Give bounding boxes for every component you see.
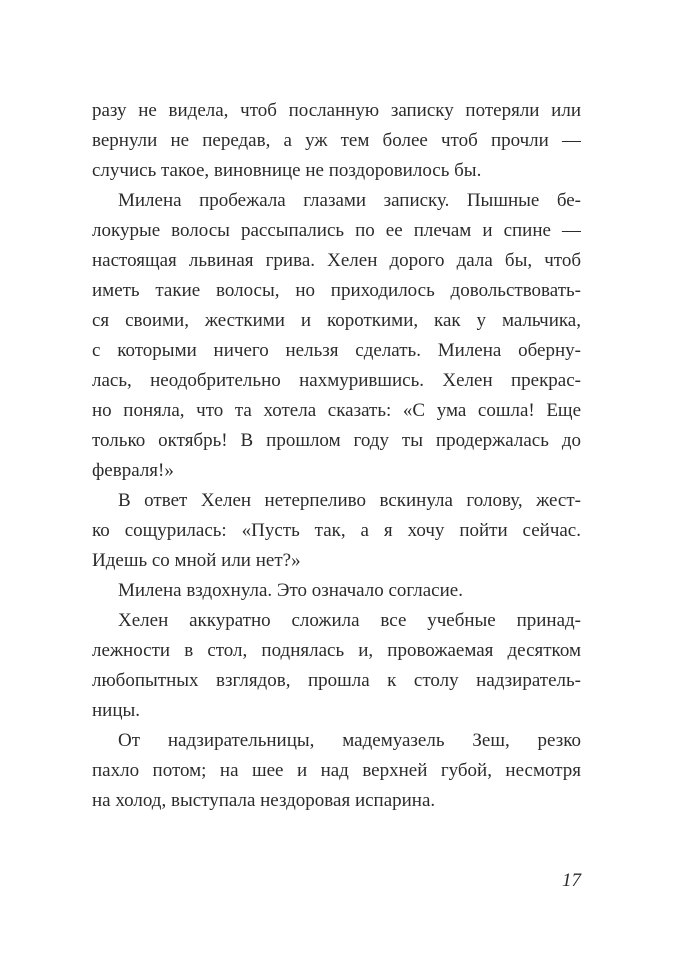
paragraph <box>92 486 581 576</box>
text-line: Милена пробежала глазами записку. Пышные бе- <box>118 190 581 211</box>
text-line: ницы. <box>92 700 141 721</box>
text-line: В ответ Хелен нетерпеливо вскинула голову, жест- <box>118 490 581 511</box>
text-line: Идешь со мной или нет?» <box>92 550 301 571</box>
text-line: лась, неодобрительно нахмурившись. Хелен прекрас- <box>92 370 581 391</box>
text-line: ко сощурилась: «Пусть так, а я хочу пойти сейчас. <box>92 520 581 541</box>
text-line: От надзирательницы, мадемуазель Зеш, резко <box>118 730 581 751</box>
text-line: на холод, выступала нездоровая испарина. <box>92 790 436 811</box>
text-line: локурые волосы рассыпались по ее плечам и спине — <box>92 220 581 241</box>
text-line: ся своими, жесткими и короткими, как у мальчика, <box>92 310 581 331</box>
paragraph <box>92 726 581 816</box>
text-line: с которыми ничего нельзя сделать. Милена оберну- <box>92 340 581 361</box>
text-line: любопытных взглядов, прошла к столу надзиратель- <box>92 670 581 691</box>
text-line: случись такое, виновнице не поздоровилось бы. <box>92 160 482 181</box>
text-line: вернули не передав, а уж тем более чтоб прочли — <box>92 130 581 151</box>
page-number: 17 <box>562 870 581 891</box>
paragraph <box>92 606 581 726</box>
page-text <box>92 96 581 816</box>
text-line: февраля!» <box>92 460 174 481</box>
paragraph <box>92 186 581 486</box>
text-line: только октябрь! В прошлом году ты продержалась до <box>92 430 581 451</box>
text-line: иметь такие волосы, но приходилось довольствовать- <box>92 280 581 301</box>
text-line: пахло потом; на шее и над верхней губой, несмотря <box>92 760 581 781</box>
text-line: Хелен аккуратно сложила все учебные принад- <box>118 610 581 631</box>
paragraph <box>92 96 581 186</box>
text-line: но поняла, что та хотела сказать: «С ума сошла! Еще <box>92 400 581 421</box>
text-line: Милена вздохнула. Это означало согласие. <box>118 580 463 601</box>
paragraph <box>92 576 581 606</box>
text-line: лежности в стол, поднялась и, провожаемая десятком <box>92 640 581 661</box>
text-line: разу не видела, чтоб посланную записку потеряли или <box>92 100 581 121</box>
text-line: настоящая львиная грива. Хелен дорого дала бы, чтоб <box>92 250 581 271</box>
